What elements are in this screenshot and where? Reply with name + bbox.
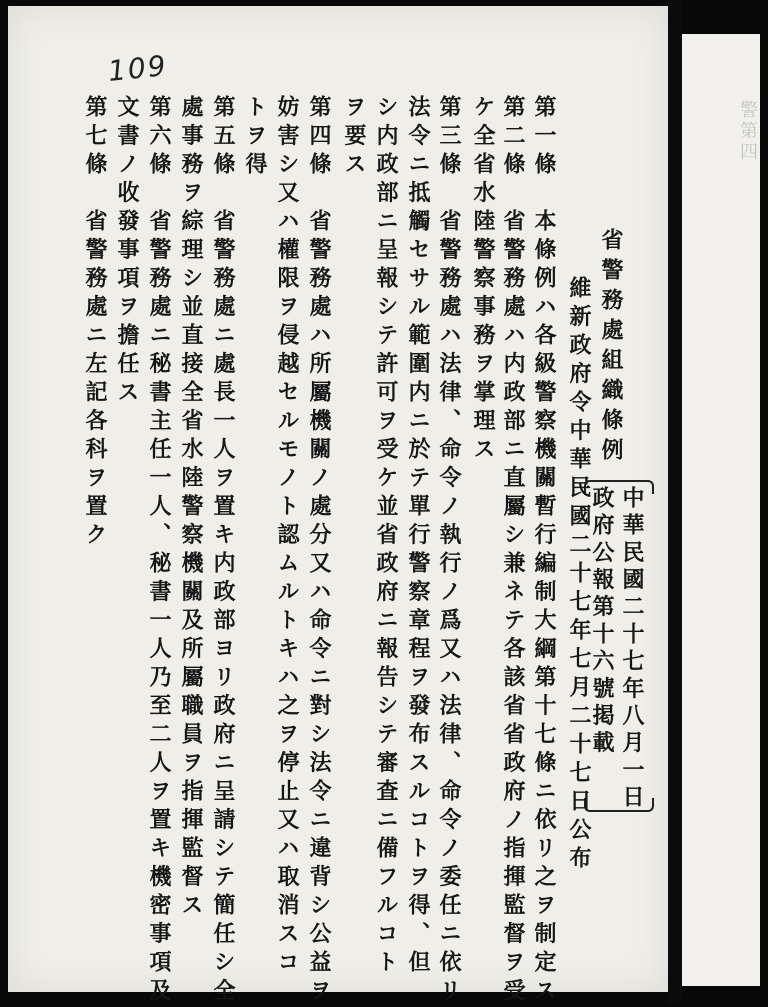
handwritten-page-number: 109 (106, 48, 170, 89)
document-title: 省警務處組織條例 (598, 228, 624, 468)
source-citation (584, 480, 652, 812)
source-line-1: 中華民國二十七年八月一日 (619, 486, 645, 813)
book-gutter (668, 0, 682, 1004)
article-line: ヲ要ス (341, 95, 367, 181)
article-line: 文書ノ收發事項ヲ擔任ス (114, 95, 140, 409)
adjacent-page (682, 34, 760, 986)
source-line-2: 政府公報第十六號掲載 (589, 486, 615, 758)
adjacent-page-ghost-text: 警第四 (737, 100, 758, 163)
article-line: 妨害シ又ハ權限ヲ侵越セルモノト認ムルトキハ之ヲ停止又ハ取消スコ (274, 95, 300, 979)
citation-bracket-bottom (584, 798, 654, 812)
article-line: 第三條 省警務處ハ法律、命令ノ執行ノ爲又ハ法律、命令ノ委任ニ依リ (436, 95, 462, 1007)
article-line: 第六條 省警務處ニ秘書主任一人、秘書一人乃至二人ヲ置キ機密事項及 (146, 95, 172, 1007)
article-line: シ内政部ニ呈報シテ許可ヲ受ケ並省政府ニ報告シテ審査ニ備フルコト (373, 95, 399, 979)
article-line: 第四條 省警務處ハ所屬機關ノ處分又ハ命令ニ對シ法令ニ違背シ公益ヲ (306, 95, 332, 1007)
article-line: ケ全省水陸警察事務ヲ掌理ス (470, 95, 496, 466)
article-line: 第一條 本條例ハ各級警察機關暫行編制大綱第十七條ニ依リ之ヲ制定ス (531, 95, 557, 1007)
article-line: トヲ得 (242, 95, 268, 181)
article-line: 第五條 省警務處ニ處長一人ヲ置キ内政部ヨリ政府ニ呈請シテ簡任シ全 (210, 95, 236, 1007)
enactment-line: 維新政府令中華民國二十七年七月二十七日公布 (566, 276, 592, 875)
article-line: 第二條 省警務處ハ内政部ニ直屬シ兼ネテ各該省省政府ノ指揮監督ヲ受 (500, 95, 526, 1007)
article-line: 法令ニ抵觸セサル範圍内ニ於テ單行警察章程ヲ發布スルコトヲ得、但 (405, 95, 431, 979)
article-line: 第七條 省警務處ニ左記各科ヲ置ク (82, 95, 108, 551)
article-line: 處事務ヲ綜理シ並直接全省水陸警察機關及所屬職員ヲ指揮監督ス (178, 95, 204, 922)
